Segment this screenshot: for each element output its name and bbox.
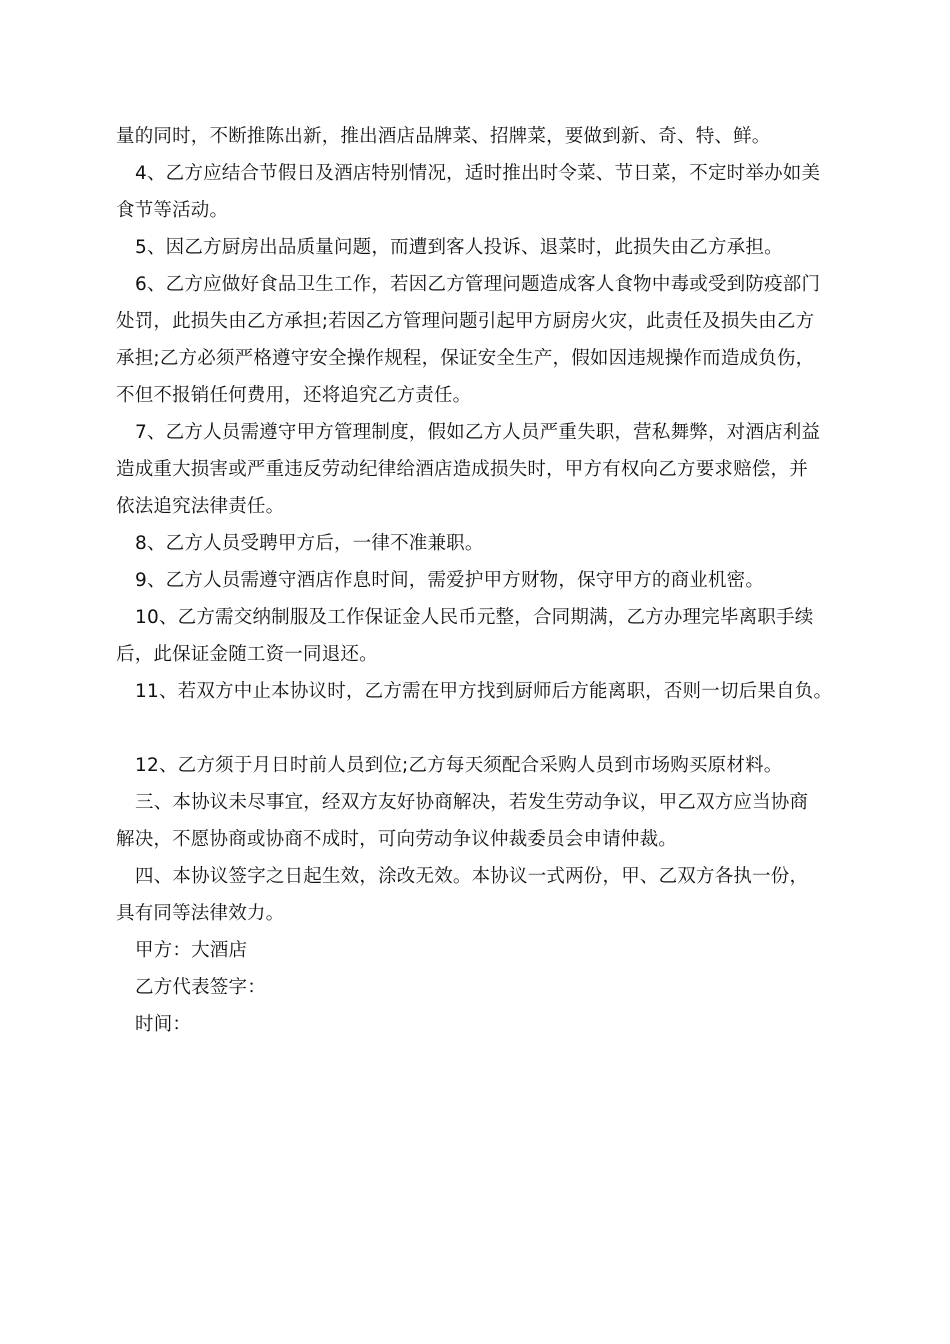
paragraph-line: 食节等活动。 — [116, 200, 229, 221]
paragraph-line: 7、乙方人员需遵守甲方管理制度，假如乙方人员严重失职，营私舞弊，对酒店利益 — [135, 422, 821, 443]
paragraph-line: 解决，不愿协商或协商不成时，可向劳动争议仲裁委员会申请仲裁。 — [116, 829, 678, 850]
paragraph-line: 承担;乙方必须严格遵守安全操作规程，保证安全生产，假如因违规操作而造成负伤， — [116, 348, 815, 369]
party-a-line: 甲方：大酒店 — [135, 940, 248, 961]
paragraph-line: 依法追究法律责任。 — [116, 496, 285, 517]
paragraph-line: 后，此保证金随工资一同退还。 — [116, 644, 378, 665]
paragraph-line: 5、因乙方厨房出品质量问题，而遭到客人投诉、退菜时，此损失由乙方承担。 — [135, 237, 783, 258]
date-line: 时间： — [135, 1014, 192, 1035]
paragraph-line: 处罚，此损失由乙方承担;若因乙方管理问题引起甲方厨房火灾，此责任及损失由乙方 — [116, 311, 815, 332]
paragraph-line: 造成重大损害或严重违反劳动纪律给酒店造成损失时，甲方有权向乙方要求赔偿，并 — [116, 459, 808, 480]
paragraph-line: 9、乙方人员需遵守酒店作息时间，需爱护甲方财物，保守甲方的商业机密。 — [135, 570, 765, 591]
paragraph-line: 量的同时，不断推陈出新，推出酒店品牌菜、招牌菜，要做到新、奇、特、鲜。 — [116, 126, 771, 147]
paragraph-line: 具有同等法律效力。 — [116, 903, 285, 924]
paragraph-line: 12、乙方须于月日时前人员到位;乙方每天须配合采购人员到市场购买原材料。 — [135, 755, 783, 776]
paragraph-line: 4、乙方应结合节假日及酒店特别情况，适时推出时令菜、节日菜，不定时举办如美 — [135, 163, 821, 184]
paragraph-line: 8、乙方人员受聘甲方后，一律不准兼职。 — [135, 533, 484, 554]
paragraph-line: 三、本协议未尽事宜，经双方友好协商解决，若发生劳动争议，甲乙双方应当协商 — [135, 792, 809, 813]
paragraph-line: 四、本协议签字之日起生效，涂改无效。本协议一式两份，甲、乙双方各执一份， — [135, 866, 809, 887]
paragraph-line: 不但不报销任何费用，还将追究乙方责任。 — [116, 385, 472, 406]
party-b-signature-line: 乙方代表签字： — [135, 977, 266, 998]
paragraph-line: 10、乙方需交纳制服及工作保证金人民币元整，合同期满，乙方办理完毕离职手续 — [135, 607, 814, 628]
paragraph-line: 6、乙方应做好食品卫生工作，若因乙方管理问题造成客人食物中毒或受到防疫部门 — [135, 274, 821, 295]
paragraph-line: 11、若双方中止本协议时，乙方需在甲方找到厨师后方能离职，否则一切后果自负。 — [135, 681, 833, 702]
